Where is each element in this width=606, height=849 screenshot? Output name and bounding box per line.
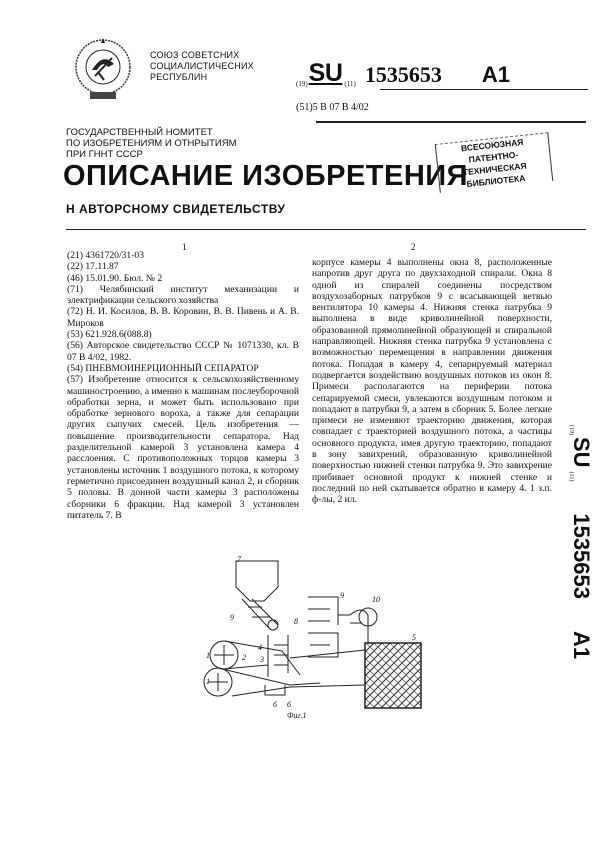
separator-drawing xyxy=(190,555,440,740)
inid-19: (19) xyxy=(568,425,574,435)
biblio-entry: (71) Челябинский институт механизации и электрификации сельского хозяйства xyxy=(67,283,299,307)
abstract-left: (57) Изобретение относится к сельскохозяйственному машиностроению, а именно к машинам послеуборочной обработки зерна, и может быть использовано при обработке зернового вороха, а также для сепарации других сыпучих смесей. Цель изобретения — повышение производительности сепаратора. Над разделительной камерой 3 установлена камера 4 расслоения. С противоположных торцов камеры 3 установлены источник 1 воздушного потока, к которому герметично присоединен воздушный канал 2, и сборник 5 половы. В донной части камеры 3 расположены сборники 6 фракции. Над камерой 3 установлен питатель 7. В xyxy=(67,374,299,521)
biblio-entry: (56) Авторское свидетельство СССР № 1071330, кл. B 07 B 4/02, 1982. xyxy=(67,340,299,363)
stamp-line: ВСЕСОЮЗНАЯ xyxy=(460,136,524,154)
kind-code: A1 xyxy=(569,631,594,660)
biblio-entry: (21) 4361720/31-03 xyxy=(67,250,145,261)
patent-number: 1535653 xyxy=(569,513,594,599)
union-name-line: СОЮЗ СОВЕТСНИХ xyxy=(150,50,240,60)
stamp-line: БИБЛИОТЕКА xyxy=(466,172,526,189)
divider xyxy=(66,229,586,230)
figure-label: 6 xyxy=(287,700,291,709)
committee-line: ПО ИЗОБРЕТЕНИЯМ И ОТНРЫТИЯМ xyxy=(66,138,237,149)
divider xyxy=(316,121,586,123)
figure-label: 9 xyxy=(340,591,344,600)
inid-11: (11) xyxy=(568,471,574,482)
ipc-classification: (51)5 B 07 B 4/02 xyxy=(296,102,369,113)
figure-label: 3 xyxy=(260,655,264,664)
committee-line: ГОСУДАРСТВЕННЫЙ НОМИТЕТ xyxy=(66,127,213,138)
publication-number xyxy=(296,60,510,88)
figure-label: 2 xyxy=(242,653,246,662)
committee xyxy=(66,127,237,160)
patent-number: 1535653 xyxy=(364,62,442,87)
figure-label: 10 xyxy=(372,595,380,604)
column-number-left: 1 xyxy=(182,242,187,252)
invention-title: (54) ПНЕВМОИНЕРЦИОННЫЙ СЕПАРАТОР xyxy=(67,362,259,374)
figure-label: 4 xyxy=(258,643,262,652)
union-name-line: РЕСПУБЛИН xyxy=(150,72,208,82)
right-column xyxy=(312,257,552,506)
ussr-emblem xyxy=(68,34,138,104)
inid-19: (19) xyxy=(296,80,308,88)
figure-caption: Фиг.1 xyxy=(287,711,307,720)
left-column xyxy=(67,250,299,521)
union-name xyxy=(150,50,254,83)
abstract-right: корпусе камеры 4 выполнены окна 8, расположенные напротив друг друга по двухзаходной спирали. Окна 8 одной из спиралей соединены посредством воздухозаборных патрубков 9 с всасывающей ветвью вентилятора 10 камеры 4. Нижняя стенка патрубка 9 выполнена в виде криволинейной поверхности, образованной прямолинейной образующей и спиральной направляющей. Нижняя стенка патрубка 9 установлена с возможностью перемещения в направлении движения потока. Попадая в камеру 4, сепарируемый материал подвергается воздействию воздушных потоков из окон 8. Примеси располагаются на периферии потока сепарируемой смеси, увлекаются воздушным потоком и попадают в патрубки 9, а затем в сборник 5. Более легкие примеси не изменяют траекторию движения, которая совпадает с траекторией воздушного потока, а частицы основного продукта, имея другую траекторию, попадают в зону завихрений, образованную криволинейной поверхностью нижней стенки патрубка 9. Это завихрение прибивает основной продукт к нижней стенке и последний по ней скатывается обратно в камеру 4. 1 з.п. ф-лы, 2 ил. xyxy=(312,257,552,506)
biblio-entry: (53) 621.928.6(088.8) xyxy=(67,329,152,341)
stamp-line: ПАТЕНТНО-ТЕХНИЧЕСКАЯ xyxy=(462,149,528,178)
figure-label: 8 xyxy=(294,617,298,626)
figure-label: 1 xyxy=(206,677,210,686)
column-number-right: 2 xyxy=(411,242,416,252)
divider xyxy=(380,89,588,90)
union-name-line: СОЦИАЛИСТИЧЕСНИХ xyxy=(150,61,254,71)
figure-label: 5 xyxy=(412,633,416,642)
vertical-publication-number xyxy=(568,425,598,705)
library-stamp xyxy=(435,132,553,193)
biblio-entry: (72) Н. И. Косилов, В. В. Коровин, В. В. Пивень и А. В. Мироков xyxy=(67,306,299,329)
separator-figure xyxy=(190,555,440,740)
document-title: ОПИСАНИЕ ИЗОБРЕТЕНИЯ xyxy=(63,160,468,192)
figure-label: 1 xyxy=(206,651,210,660)
kind-code: A1 xyxy=(481,62,510,87)
biblio-entry: (46) 15.01.90. Бюл. № 2 xyxy=(67,272,163,284)
committee-line: ПРИ ГННТ СССР xyxy=(66,149,143,160)
figure-label: 7 xyxy=(237,555,241,564)
country-code: SU xyxy=(569,437,594,468)
biblio-entry: (22) 17.11.87 xyxy=(67,261,119,273)
inid-11: (11) xyxy=(344,80,356,88)
document-subtitle: Н АВТОРСНОМУ СВИДЕТЕЛЬСТВУ xyxy=(66,202,286,216)
country-code: SU xyxy=(308,59,343,87)
figure-label: 9 xyxy=(230,613,234,622)
figure-label: 6 xyxy=(273,700,277,709)
